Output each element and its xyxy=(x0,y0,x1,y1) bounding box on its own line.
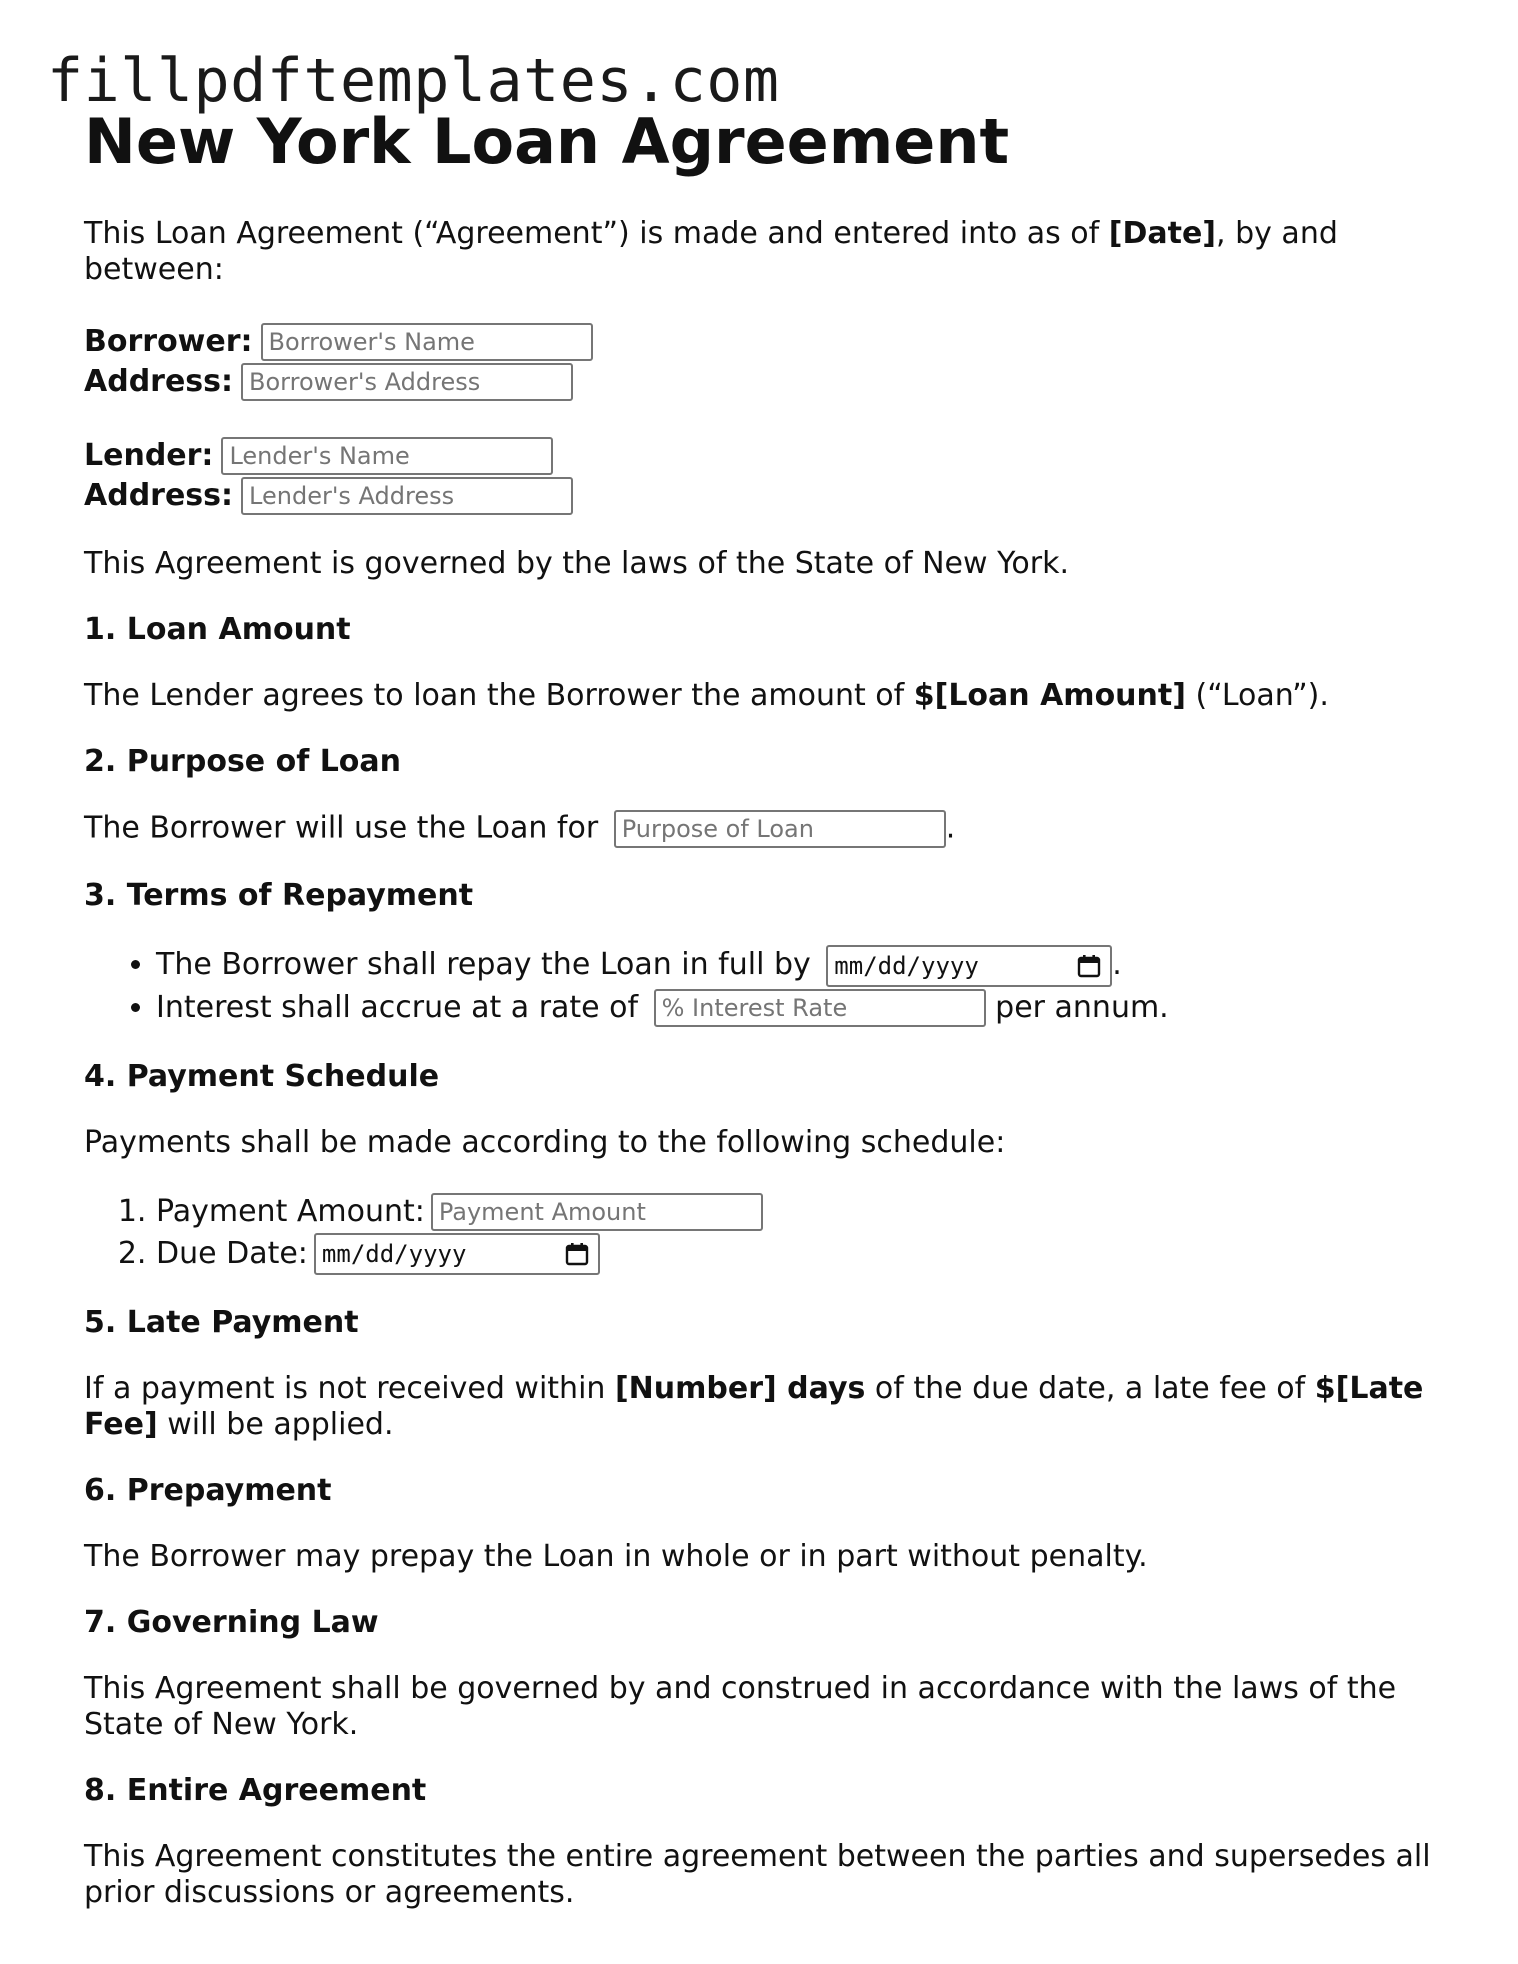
schedule-list xyxy=(84,1191,1434,1276)
borrower-address-label: Address: xyxy=(84,364,234,399)
site-watermark: fillpdftemplates.com xyxy=(47,46,780,116)
borrower-address-input[interactable] xyxy=(241,363,573,401)
governed-paragraph: This Agreement is governed by the laws of the State of New York. xyxy=(84,546,1070,581)
intro-paragraph xyxy=(84,216,1434,288)
borrower-address-row xyxy=(84,362,1434,402)
late-fee-token: $[Late Fee] xyxy=(84,1371,1424,1442)
borrower-block xyxy=(84,322,1434,402)
intro-text-after: , by and between: xyxy=(84,216,1338,287)
late-paragraph xyxy=(84,1371,1434,1443)
loan-amount-text-after: (“Loan”). xyxy=(1185,678,1329,713)
payment-amount-input[interactable] xyxy=(431,1193,763,1231)
section-heading-purpose: 2. Purpose of Loan xyxy=(84,744,402,779)
date-placeholder: mm/dd/yyyy xyxy=(321,1240,467,1268)
section-heading-entire: 8. Entire Agreement xyxy=(84,1773,427,1808)
due-date-input[interactable] xyxy=(314,1233,600,1275)
borrower-name-input[interactable] xyxy=(261,323,593,361)
borrower-name-label: Borrower: xyxy=(84,324,253,359)
late-text-before: If a payment is not received within xyxy=(84,1371,615,1406)
late-days-token: [Number] days xyxy=(614,1371,866,1406)
lender-name-label: Lender: xyxy=(84,438,214,473)
schedule-item-amount xyxy=(156,1191,1434,1233)
purpose-text-after: . xyxy=(945,810,956,846)
schedule-intro: Payments shall be made according to the following schedule: xyxy=(84,1124,1006,1160)
loan-amount-token: $[Loan Amount] xyxy=(913,678,1186,713)
lender-address-label: Address: xyxy=(84,478,234,513)
page-title: New York Loan Agreement xyxy=(84,105,1010,178)
purpose-text-before: The Borrower will use the Loan for xyxy=(84,810,608,846)
purpose-input[interactable] xyxy=(614,810,946,848)
calendar-icon[interactable] xyxy=(564,1241,590,1267)
section-heading-repayment: 3. Terms of Repayment xyxy=(84,878,474,913)
date-token: [Date] xyxy=(1108,216,1217,251)
section-heading-schedule: 4. Payment Schedule xyxy=(84,1058,440,1094)
lender-name-row xyxy=(84,436,1434,476)
section-heading-loan-amount: 1. Loan Amount xyxy=(84,612,351,647)
loan-amount-paragraph xyxy=(84,678,1434,714)
late-text-middle: of the due date, a late fee of xyxy=(865,1371,1315,1406)
repayment-due-text: The Borrower shall repay the Loan in full by xyxy=(156,947,821,982)
due-date-label: Due Date: xyxy=(156,1235,308,1271)
interest-text-before: Interest shall accrue at a rate of xyxy=(156,989,648,1025)
borrower-name-row xyxy=(84,322,1434,362)
calendar-icon[interactable] xyxy=(1076,953,1102,979)
section-heading-prepayment: 6. Prepayment xyxy=(84,1473,332,1508)
lender-address-row xyxy=(84,476,1434,516)
loan-amount-text-before: The Lender agrees to loan the Borrower the amount of xyxy=(84,678,914,713)
interest-rate-input[interactable] xyxy=(654,989,986,1027)
interest-text-after: per annum. xyxy=(985,989,1169,1025)
prepayment-paragraph: The Borrower may prepay the Loan in whole or in part without penalty. xyxy=(84,1539,1148,1574)
lender-name-input[interactable] xyxy=(221,437,553,475)
repayment-date-input[interactable] xyxy=(826,945,1112,987)
section-heading-late: 5. Late Payment xyxy=(84,1305,359,1340)
repayment-list xyxy=(84,944,1434,1029)
purpose-paragraph xyxy=(84,810,1434,848)
date-placeholder: mm/dd/yyyy xyxy=(834,951,979,980)
repayment-item-due xyxy=(156,944,1434,987)
document xyxy=(84,104,1434,1911)
payment-amount-label: Payment Amount: xyxy=(156,1193,425,1229)
repayment-item-interest xyxy=(156,987,1434,1029)
late-text-after: will be applied. xyxy=(157,1407,394,1442)
intro-text-before: This Loan Agreement (“Agreement”) is made and entered into as of xyxy=(84,216,1109,251)
entire-paragraph: This Agreement constitutes the entire agreement between the parties and supersedes all prior discussions or agreements. xyxy=(84,1839,1431,1910)
schedule-item-due-date xyxy=(156,1233,1434,1276)
repayment-due-text-after: . xyxy=(1112,947,1122,982)
governing-paragraph: This Agreement shall be governed by and construed in accordance with the laws of the State of New York. xyxy=(84,1671,1397,1742)
lender-address-input[interactable] xyxy=(241,477,573,515)
section-heading-governing: 7. Governing Law xyxy=(84,1605,379,1640)
lender-block xyxy=(84,436,1434,516)
